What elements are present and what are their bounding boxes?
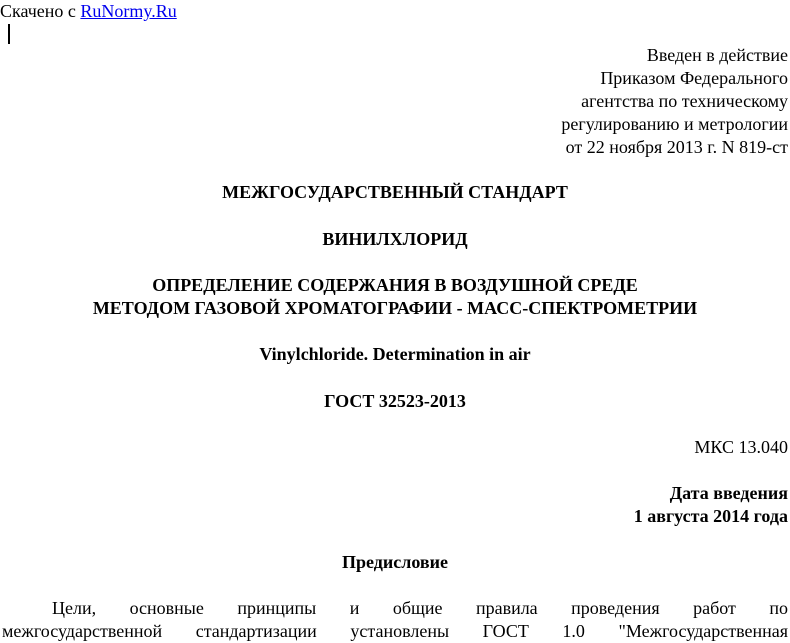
approval-line: регулированию и метрологии	[561, 114, 788, 134]
english-title: Vinylchloride. Determination in air	[259, 344, 531, 364]
mks-code: МКС 13.040	[694, 437, 788, 457]
approval-line: от 22 ноября 2013 г. N 819-ст	[565, 137, 788, 157]
preface-heading: Предисловие	[342, 552, 448, 572]
source-note	[0, 0, 177, 23]
gost-number: ГОСТ 32523-2013	[324, 391, 466, 411]
approval-line: Введен в действие	[646, 45, 788, 65]
source-prefix: Скачено с	[0, 1, 81, 21]
approval-block	[561, 44, 788, 159]
approval-line: Приказом Федерального	[600, 68, 788, 88]
effective-date: 1 августа 2014 года	[633, 506, 788, 526]
text-cursor	[8, 24, 10, 44]
title-line-2: МЕТОДОМ ГАЗОВОЙ ХРОМАТОГРАФИИ - МАСС-СПЕКТРОМЕТРИИ	[92, 298, 698, 318]
paragraph-line: межгосударственной стандартизации установлены ГОСТ 1.0 "Межгосударственная	[2, 621, 788, 641]
substance-heading: ВИНИЛХЛОРИД	[322, 229, 468, 249]
source-link[interactable]: RuNormy.Ru	[80, 1, 177, 21]
title-line-1: ОПРЕДЕЛЕНИЕ СОДЕРЖАНИЯ В ВОЗДУШНОЙ СРЕДЕ	[152, 275, 638, 295]
effective-date-label: Дата введения	[669, 483, 788, 503]
preface-paragraph	[2, 597, 788, 643]
paragraph-line: Цели, основные принципы и общие правила проведения работ по	[52, 598, 788, 618]
approval-line: агентства по техническому	[581, 91, 788, 111]
standard-type-heading: МЕЖГОСУДАРСТВЕННЫЙ СТАНДАРТ	[222, 182, 568, 202]
